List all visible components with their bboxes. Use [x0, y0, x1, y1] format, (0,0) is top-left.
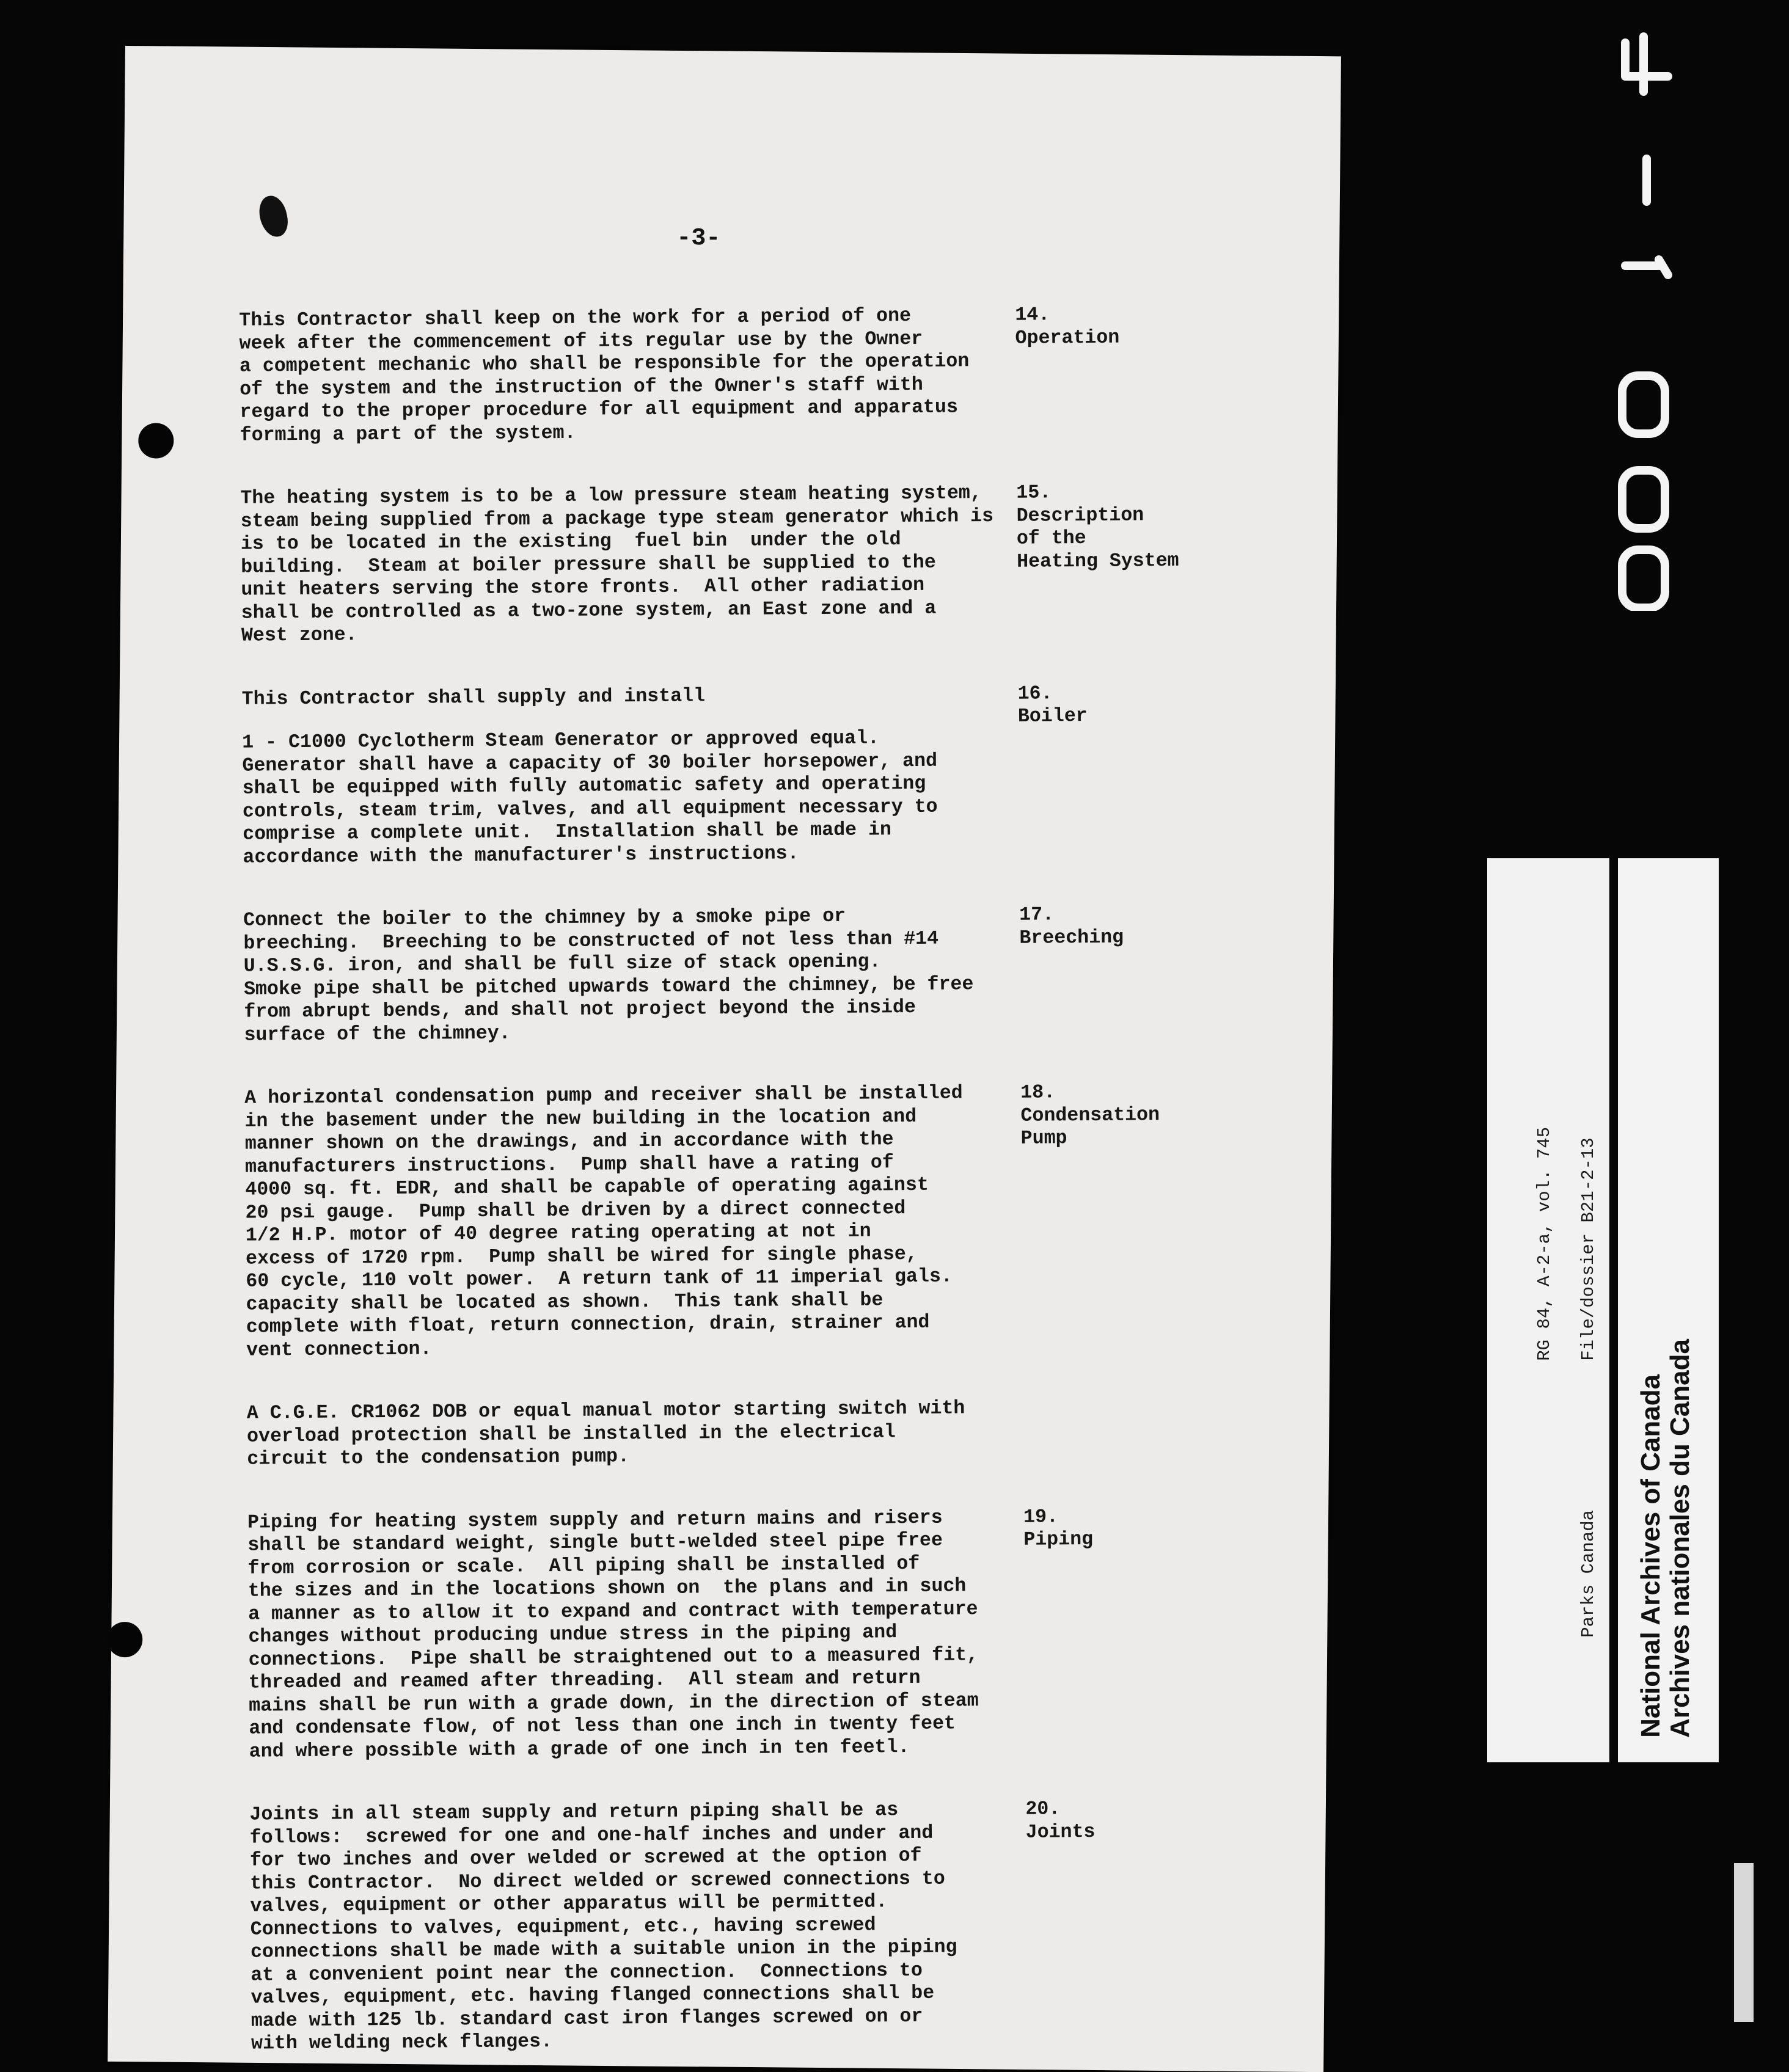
- section-heading: [1018, 682, 1088, 728]
- section-number: 17.: [1019, 904, 1055, 926]
- paragraph-line: comprise a complete unit. Installation shall be made in: [243, 819, 892, 845]
- reference-line-2: File/dossier B21-2-13: [1578, 1137, 1598, 1362]
- paragraph-line: circuit to the condensation pump.: [247, 1446, 630, 1470]
- archive-label: [1479, 858, 1719, 1762]
- reference-line-1: RG 84, A-2-a, vol. 745: [1534, 1127, 1554, 1362]
- specification-body: [239, 302, 1314, 2072]
- paragraph-line: and condensate flow, of not less than one inch in twenty feet: [249, 1713, 956, 1740]
- paragraph-line: 20 psi gauge. Pump shall be driven by a direct connected: [245, 1197, 906, 1224]
- section-title: Breeching: [1019, 927, 1124, 949]
- section-paragraph: [247, 1506, 1007, 1763]
- paragraph-line: connections shall be made with a suitable union in the piping: [250, 1936, 957, 1963]
- paragraph-line: excess of 1720 rpm. Pump shall be wired for single phase,: [245, 1243, 918, 1270]
- paragraph-line: Generator shall have a capacity of 30 boiler horsepower, and: [242, 750, 938, 777]
- agency-names: [1556, 1510, 1609, 1744]
- paragraph-line: 1 - C1000 Cyclotherm Steam Generator or approved equal.: [242, 728, 880, 754]
- spec-section: [243, 902, 1308, 1046]
- institution-text: [1636, 1339, 1695, 1738]
- section-paragraph: [240, 482, 999, 648]
- paragraph-line: complete with float, return connection, drain, strainer and: [246, 1311, 930, 1338]
- film-edge-strip: [1734, 1863, 1754, 2022]
- section-number: 15.: [1016, 482, 1052, 504]
- paragraph-line: connections. Pipe shall be straightened out to a measured fit,: [248, 1644, 979, 1671]
- paragraph-line: this Contractor. No direct welded or screwed connections to: [250, 1868, 945, 1895]
- paragraph-line: the sizes and in the locations shown on the plans and in such: [247, 1575, 967, 1602]
- paragraph-line: threaded and reamed after threading. All steam and return: [248, 1667, 921, 1694]
- institution-line-en: National Archives of Canada: [1636, 1374, 1666, 1738]
- paragraph-line: mains shall be run with a grade down, in the direction of steam: [249, 1690, 979, 1717]
- paragraph-line: Joints in all steam supply and return piping shall be as: [249, 1800, 899, 1826]
- paragraph-line: Connect the boiler to the chimney by a smoke pipe or: [243, 905, 846, 932]
- paragraph-line: a competent mechanic who shall be responsible for the operation: [239, 351, 970, 378]
- paragraph-line: breeching. Breeching to be constructed of not less than #14: [243, 928, 939, 955]
- paragraph-line: 60 cycle, 110 volt power. A return tank of 11 imperial gals.: [246, 1266, 953, 1293]
- paragraph-line: with welding neck flanges.: [251, 2031, 553, 2055]
- section-paragraph: [242, 682, 1001, 869]
- paragraph-line: overload protection shall be installed in the electrical: [246, 1421, 896, 1448]
- paragraph-line: week after the commencement of its regular use by the Owner: [239, 328, 923, 355]
- section-paragraph: [249, 1798, 1009, 2056]
- paragraph-line: The heating system is to be a low pressure steam heating system,: [240, 483, 982, 509]
- paragraph-line: surface of the chimney.: [244, 1023, 511, 1046]
- frame-number-glyphs: [1601, 24, 1686, 611]
- paragraph-line: A C.G.E. CR1062 DOB or equal manual motor starting switch with: [246, 1398, 965, 1424]
- section-heading: [1016, 481, 1179, 574]
- punch-hole-bottom: [107, 1622, 143, 1658]
- paragraph-line: follows: screwed for one and one-half inches and under and: [249, 1822, 934, 1849]
- digit-0-c: [1622, 550, 1665, 608]
- paragraph-line: forming a part of the system.: [240, 422, 576, 447]
- paragraph-line: 1/2 H.P. motor of 40 degree rating operating at not in: [245, 1220, 871, 1247]
- paragraph-line: controls, steam trim, valves, and all equipment necessary to: [242, 796, 938, 823]
- digit-0-b: [1622, 470, 1665, 528]
- section-number: 20.: [1025, 1798, 1061, 1820]
- section-title: Joints: [1025, 1821, 1096, 1844]
- punch-hole-top: [138, 423, 174, 459]
- reference-numbers: [1512, 1127, 1609, 1467]
- spec-section: [240, 480, 1304, 648]
- section-title: Boiler: [1017, 705, 1088, 728]
- paragraph-line: steam being supplied from a package type steam generator which is: [240, 505, 994, 533]
- film-frame-number: [1601, 24, 1686, 611]
- paragraph-line: made with 125 lb. standard cast iron flanges screwed on or: [251, 2005, 923, 2032]
- paragraph-line: vent connection.: [246, 1338, 432, 1362]
- paragraph-line: manufacturers instructions. Pump shall have a rating of: [244, 1151, 894, 1178]
- paragraph-line: U.S.S.G. iron, and shall be full size of stack opening.: [243, 951, 881, 977]
- paragraph-line: valves, equipment or other apparatus will be permitted.: [250, 1891, 888, 1917]
- section-heading: [1019, 903, 1124, 950]
- digit-0-a: [1622, 376, 1665, 434]
- paragraph-line: West zone.: [241, 624, 357, 647]
- paragraph-line: at a convenient point near the connection. Connections to: [251, 1960, 923, 1986]
- section-title: Description: [1016, 504, 1144, 527]
- spec-section: [244, 1079, 1309, 1362]
- paragraph-line: Connections to valves, equipment, etc., having screwed: [250, 1914, 876, 1941]
- institution-card: [1618, 858, 1719, 1762]
- paragraph-line: accordance with the manufacturer's instructions.: [243, 842, 799, 869]
- paragraph-line: regard to the proper procedure for all equipment and apparatus: [240, 396, 958, 423]
- paragraph-line: Smoke pipe shall be pitched upwards toward the chimney, be free: [243, 973, 974, 1001]
- paragraph-line: for two inches and over welded or screwed at the option of: [249, 1845, 922, 1872]
- section-heading: [1020, 1081, 1160, 1150]
- section-title: Operation: [1015, 327, 1120, 349]
- section-title: Heating System: [1017, 550, 1179, 573]
- institution-line-fr: Archives nationales du Canada: [1665, 1339, 1695, 1738]
- paragraph-line: manner shown on the drawings, and in accordance with the: [244, 1129, 894, 1155]
- paragraph-line: capacity shall be located as shown. This tank shall be: [246, 1289, 884, 1316]
- paragraph-line: from corrosion or scale. All piping shall be installed of: [247, 1553, 920, 1580]
- paragraph-line: valves, equipment, etc. having flanged connections shall be: [251, 1982, 935, 2009]
- section-title: of the: [1016, 527, 1086, 550]
- section-title: Piping: [1023, 1528, 1094, 1551]
- paragraph-line: A horizontal condensation pump and receiver shall be installed: [244, 1082, 963, 1109]
- paragraph-line: 4000 sq. ft. EDR, and shall be capable of operating against: [245, 1174, 929, 1201]
- paragraph-line: This Contractor shall supply and install: [241, 685, 706, 710]
- section-heading: [1015, 304, 1119, 350]
- ink-blot: [256, 193, 291, 239]
- section-number: 14.: [1015, 304, 1050, 326]
- section-paragraph: [243, 904, 1002, 1047]
- section-heading: [1025, 1798, 1095, 1844]
- paragraph-line: unit heaters serving the store fronts. All other radiation: [241, 574, 925, 601]
- paragraph-line: shall be equipped with fully automatic safety and operating: [242, 773, 926, 800]
- spec-section: [247, 1395, 1311, 1471]
- section-title: Pump: [1020, 1128, 1067, 1150]
- paragraph-line: changes without producing undue stress in the piping and: [248, 1622, 898, 1648]
- paragraph-line: and where possible with a grade of one inch in ten feetl.: [249, 1736, 910, 1763]
- section-title: Condensation: [1020, 1104, 1160, 1127]
- paragraph-line: building. Steam at boiler pressure shall be supplied to the: [241, 552, 936, 578]
- section-number: 18.: [1020, 1082, 1056, 1104]
- paragraph-line: of the system and the instruction of the Owner's staff with: [240, 374, 923, 401]
- paragraph-line: Piping for heating system supply and return mains and risers: [247, 1507, 943, 1534]
- paragraph-line: a manner as to allow it to expand and contract with temperature: [248, 1598, 978, 1625]
- paragraph-line: in the basement under the new building in the location and: [244, 1106, 917, 1133]
- document-page: [108, 46, 1341, 2072]
- spec-section: [249, 1796, 1314, 2056]
- section-paragraph: [247, 1397, 1005, 1471]
- paragraph-line: shall be standard weight, single butt-welded steel pipe free: [247, 1530, 943, 1556]
- spec-section: [239, 302, 1303, 447]
- section-number: 16.: [1017, 682, 1053, 705]
- section-heading: [1023, 1505, 1093, 1552]
- section-number: 19.: [1023, 1506, 1059, 1528]
- agency-line-en: Parks Canada: [1578, 1510, 1598, 1638]
- spec-section: [242, 680, 1306, 869]
- paragraph-line: from abrupt bends, and shall not project beyond the inside: [244, 996, 916, 1023]
- paragraph-line: This Contractor shall keep on the work for a period of one: [239, 305, 912, 332]
- spec-section: [247, 1504, 1312, 1764]
- paragraph-line: shall be controlled as a two-zone system, an East zone and a: [241, 597, 937, 624]
- archive-reference-card: [1487, 858, 1609, 1762]
- reference-text: [1512, 1127, 1609, 1744]
- page-number: -3-: [676, 224, 721, 253]
- section-paragraph: [239, 304, 998, 447]
- section-paragraph: [244, 1082, 1004, 1362]
- paragraph-line: is to be located in the existing fuel bin under the old: [240, 529, 901, 555]
